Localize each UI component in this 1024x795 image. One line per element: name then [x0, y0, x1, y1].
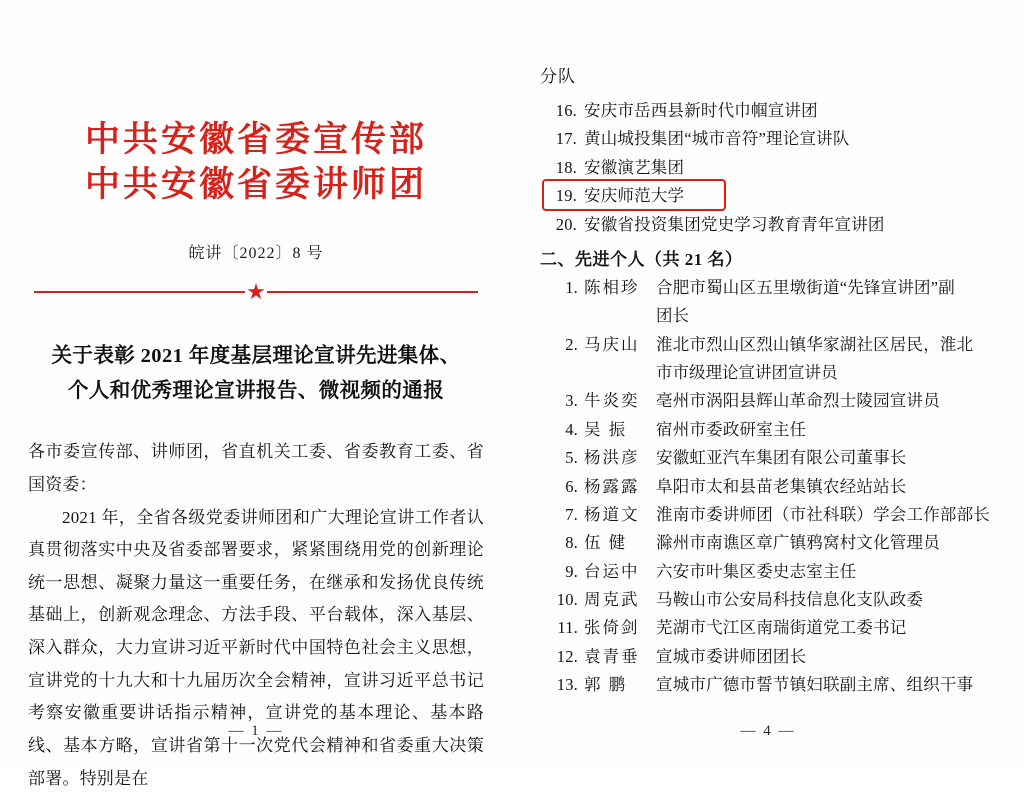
- star-icon: ★: [246, 278, 266, 304]
- person-description: 滁州市南谯区章广镇鸦窝村文化管理员: [656, 533, 940, 553]
- page-number-left: — 1 —: [228, 723, 284, 739]
- list-item: [550, 154, 1006, 182]
- page-number-right: — 4 —: [740, 723, 796, 739]
- person-description: 六安市叶集区委史志室主任: [656, 561, 857, 581]
- person-name: 郭 鹏: [584, 675, 628, 695]
- person-description: 淮北市烈山区烈山镇华家湖社区居民，淮北: [656, 334, 974, 354]
- person-name: 陈相珍: [584, 277, 640, 297]
- person-description: 宣城市广德市誓节镇妇联副主席、组织干事: [656, 675, 974, 695]
- body-paragraph-salutation: 各市委宣传部、讲师团，省直机关工委、省委教育工委、省国资委：: [28, 442, 484, 494]
- person-entry: [550, 558, 1006, 586]
- person-description: 芜湖市弋江区南瑞街道党工委书记: [656, 618, 907, 638]
- person-entry: [550, 643, 1006, 671]
- person-number: 11.: [557, 618, 578, 638]
- person-number: 1.: [565, 277, 578, 297]
- person-description: 淮南市委讲师团（市社科联）学会工作部部长: [656, 504, 990, 524]
- person-number: 9.: [565, 561, 578, 581]
- person-name: 伍 健: [584, 533, 628, 553]
- list-item-highlighted: [550, 182, 1006, 210]
- person-number: 4.: [565, 419, 578, 439]
- person-name: 袁青垂: [584, 646, 640, 666]
- person-entry: [550, 529, 1006, 557]
- person-name: 杨道文: [584, 504, 640, 524]
- person-description: 马鞍山市公安局科技信息化支队政委: [656, 590, 924, 609]
- person-name: 杨洪彦: [584, 448, 640, 468]
- document-title: [28, 339, 484, 411]
- person-entry: [550, 274, 1006, 331]
- list-item: [550, 97, 1006, 125]
- masthead-line-1: 中共安徽省委宣传部: [84, 119, 427, 160]
- person-description: 亳州市涡阳县辉山革命烈士陵园宣讲员: [656, 391, 940, 411]
- list-item: [550, 125, 1006, 153]
- person-description: 阜阳市太和县苗老集镇农经站站长: [656, 476, 907, 496]
- person-name: 吴 振: [584, 419, 628, 439]
- list-item-label: 安庆市岳西县新时代巾帼宣讲团: [584, 101, 818, 120]
- person-name: 张倚剑: [584, 618, 640, 638]
- document-title-line-2: 个人和优秀理论宣讲报告、微视频的通报: [67, 380, 445, 403]
- person-description-continued: 市市级理论宣讲团宣讲员: [656, 363, 838, 382]
- person-description: 宣城市委讲师团团长: [656, 646, 807, 666]
- list-item-label: 黄山城投集团“城市音符”理论宣讲队: [584, 129, 850, 149]
- person-number: 12.: [556, 646, 578, 666]
- masthead: [28, 118, 484, 208]
- person-entry: [550, 501, 1006, 529]
- person-entry: [550, 473, 1006, 501]
- red-separator-rule: [34, 278, 478, 304]
- list-item-number: 19.: [555, 186, 577, 206]
- person-entry: [550, 671, 1006, 699]
- list-item-label: 安徽省投资集团党史学习教育青年宣讲团: [584, 214, 885, 234]
- person-entry: [550, 586, 1006, 614]
- person-list: [550, 274, 1006, 700]
- person-name: 马庆山: [584, 334, 640, 354]
- person-description: 宿州市委政研室主任: [656, 419, 807, 439]
- person-entry: [550, 444, 1006, 472]
- masthead-line-2: 中共安徽省委讲师团: [84, 163, 427, 205]
- document-number: 皖讲〔2022〕8 号: [188, 244, 324, 262]
- person-number: 7.: [565, 504, 578, 524]
- list-item: [550, 211, 1006, 239]
- collective-list: [550, 97, 1006, 239]
- section-heading: 二、先进个人（共 21 名）: [540, 249, 743, 269]
- person-number: 13.: [556, 675, 578, 695]
- document-title-line-1: 关于表彰 2021 年度基层理论宣讲先进集体、: [51, 344, 461, 367]
- person-name: 杨露露: [584, 476, 640, 496]
- document-page-left: [0, 0, 512, 788]
- list-item-number: 16.: [555, 101, 577, 120]
- person-number: 8.: [565, 533, 578, 553]
- person-name: 周克武: [584, 590, 640, 609]
- body-paragraph-1: 2021 年，全省各级党委讲师团和广大理论宣讲工作者认真贯彻落实中央及省委部署要求，紧紧围绕用党的创新理论统一思想、凝聚力量这一重要任务，在继承和发扬优良传统基础上，创新观念理念、方法手段、平台载体，深入基层、深入群众，大力宣讲习近平新时代中国特色社会主义思想，宣讲党的十九大和十九届历次全会精神，宣讲习近平总书记考察安徽重要讲话指示精神，宣讲党的基本理论、基本路线、基本方略，宣讲省第十一次党代会精神和省委重大决策部署。特别是在: [28, 507, 484, 788]
- person-number: 10.: [556, 590, 578, 609]
- list-item-label: 安庆师范大学: [584, 186, 685, 206]
- list-item-number: 18.: [555, 157, 577, 177]
- person-number: 2.: [565, 334, 578, 354]
- document-body: [28, 436, 484, 795]
- person-number: 3.: [565, 391, 578, 411]
- list-item-label: 安徽演艺集团: [584, 157, 685, 177]
- person-name: 台运中: [584, 561, 640, 581]
- subunit-label: 分队: [540, 67, 576, 86]
- person-name: 牛炎奕: [584, 391, 640, 411]
- person-number: 5.: [565, 448, 578, 468]
- person-number: 6.: [565, 476, 578, 496]
- person-entry: [550, 387, 1006, 415]
- document-page-right: [512, 0, 1024, 768]
- person-entry: [550, 614, 1006, 642]
- person-description-continued: 团长: [656, 306, 689, 326]
- person-description: 安徽虹亚汽车集团有限公司董事长: [656, 448, 907, 468]
- person-entry: [550, 416, 1006, 444]
- person-description: 合肥市蜀山区五里墩街道“先锋宣讲团”副: [656, 277, 955, 297]
- list-item-number: 20.: [555, 214, 577, 234]
- list-item-number: 17.: [555, 129, 577, 149]
- person-entry: [550, 331, 1006, 388]
